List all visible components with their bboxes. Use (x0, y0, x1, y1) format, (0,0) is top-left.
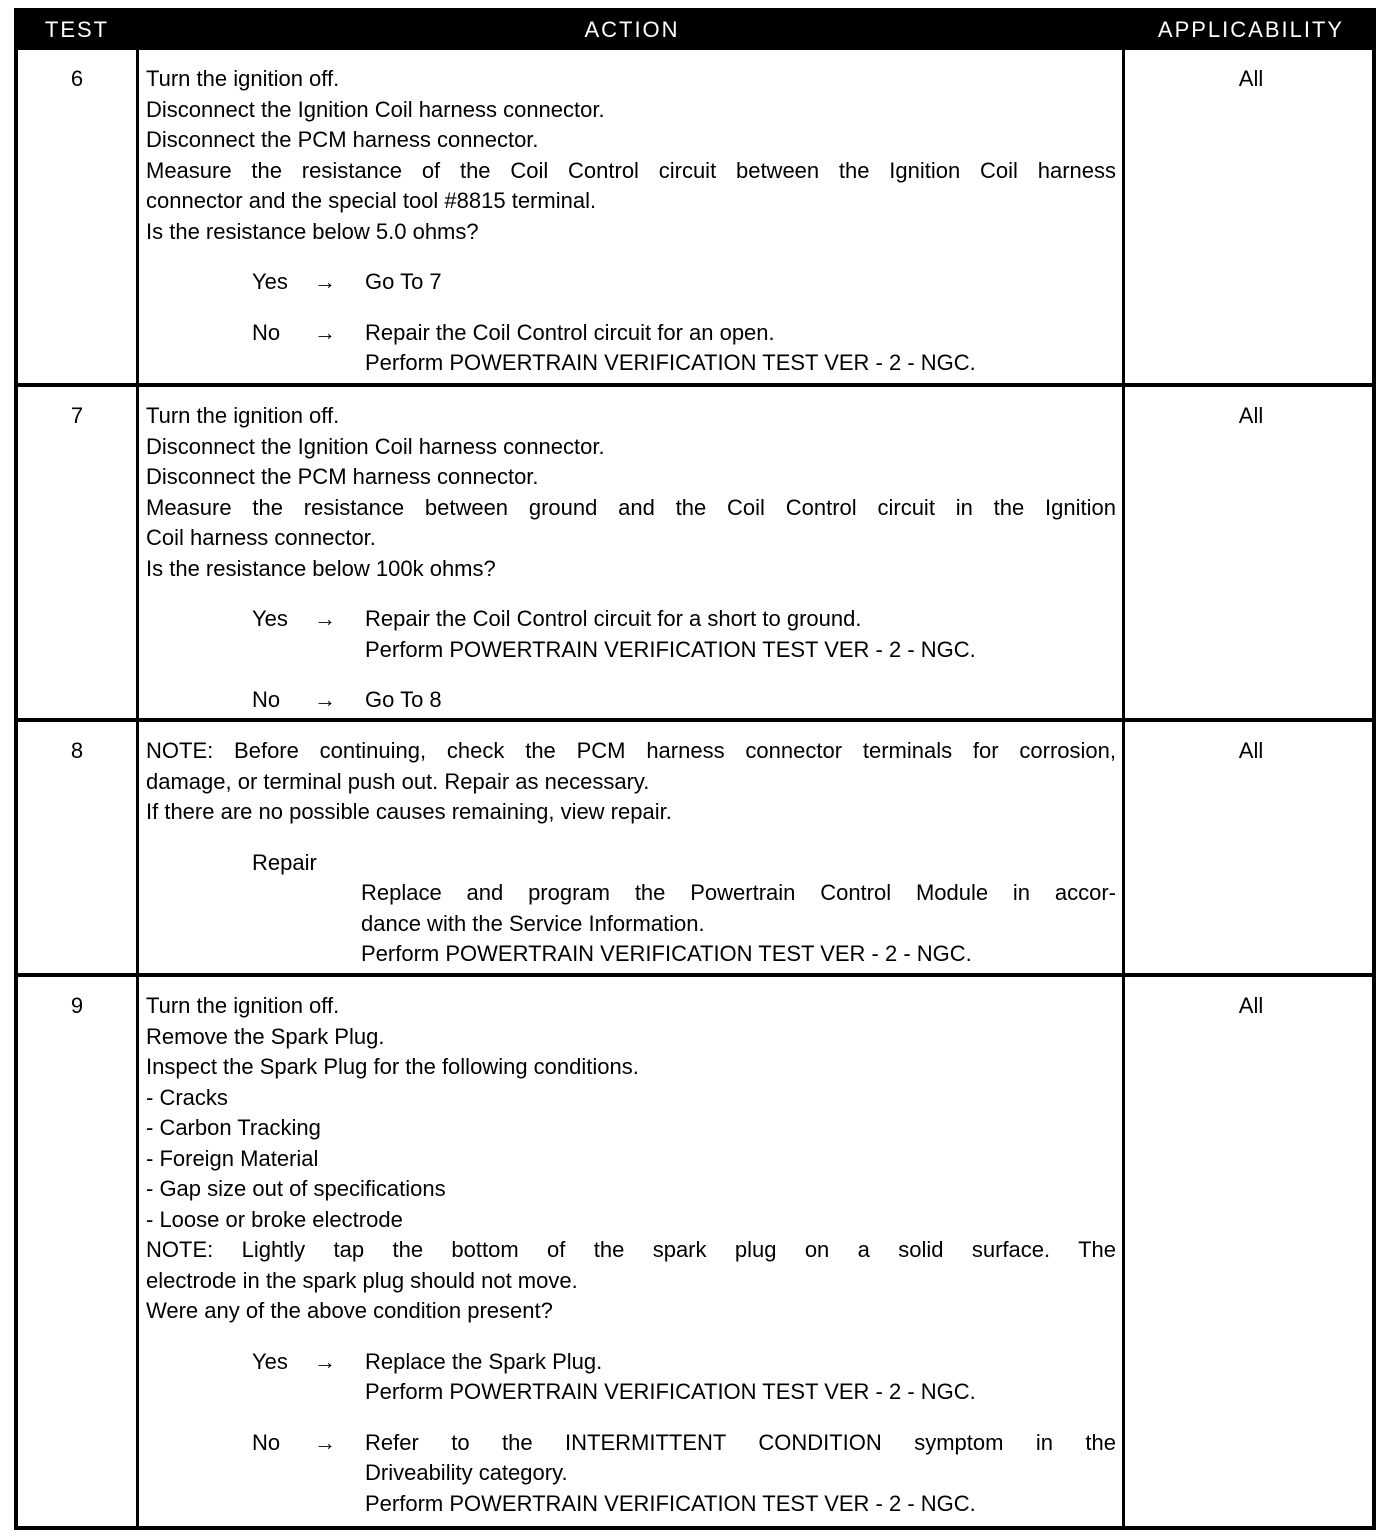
diagnostic-test-table (14, 8, 1376, 1530)
yes-label: Yes (252, 269, 288, 294)
step-line: NOTE: Before continuing, check the PCM harness connector terminals for corrosion, (146, 738, 1116, 763)
header-applicability: APPLICABILITY (1157, 17, 1345, 42)
step-line: - Gap size out of specifications (146, 1176, 446, 1201)
action-cell (146, 64, 1116, 379)
table-row-test-9 (18, 977, 1372, 1526)
no-text: Go To 8 (365, 687, 442, 712)
yes-option (252, 267, 1116, 298)
header-action: ACTION (584, 17, 680, 42)
step-line: - Loose or broke electrode (146, 1206, 403, 1232)
test-number: 8 (70, 738, 84, 763)
no-text: Perform POWERTRAIN VERIFICATION TEST VER - 2 - NGC. (365, 350, 976, 375)
repair-label: Repair (252, 849, 317, 875)
step-line: Turn the ignition off. (146, 66, 340, 91)
action-cell (146, 736, 1116, 970)
step-line: Were any of the above condition present? (146, 1298, 553, 1323)
no-text: Driveability category. (365, 1460, 568, 1485)
yes-option (252, 604, 1116, 665)
table-row-test-8 (18, 722, 1372, 973)
no-label: No (252, 319, 281, 345)
action-cell (146, 401, 1116, 716)
step-line: Measure the resistance of the Coil Control circuit between the Ignition Coil harness (146, 157, 1116, 183)
no-option (252, 318, 1116, 379)
no-text: Refer to the INTERMITTENT CONDITION symptom in the (365, 1429, 1116, 1455)
yes-text: Replace the Spark Plug. (365, 1348, 603, 1374)
step-line: Disconnect the PCM harness connector. (146, 127, 539, 152)
step-line: Inspect the Spark Plug for the following conditions. (146, 1054, 639, 1079)
yes-text: Perform POWERTRAIN VERIFICATION TEST VER - 2 - NGC. (365, 636, 976, 662)
repair-text: Replace and program the Powertrain Control Module in accor- (361, 880, 1116, 905)
no-text: Perform POWERTRAIN VERIFICATION TEST VER - 2 - NGC. (365, 1490, 976, 1516)
step-line: connector and the special tool #8815 terminal. (146, 188, 597, 213)
step-line: NOTE: Lightly tap the bottom of the spark plug on a solid surface. The (146, 1237, 1116, 1262)
step-line: electrode in the spark plug should not move. (146, 1267, 578, 1293)
step-line: If there are no possible causes remaining, view repair. (146, 799, 672, 824)
applicability-cell: All (1238, 738, 1264, 763)
step-line: Coil harness connector. (146, 525, 376, 550)
step-line: - Carbon Tracking (146, 1115, 321, 1140)
yes-text: Go To 7 (365, 269, 442, 294)
arrow-icon: → (314, 687, 336, 712)
table-header (18, 12, 1372, 50)
step-line: - Foreign Material (146, 1145, 319, 1171)
step-line: Disconnect the Ignition Coil harness connector. (146, 96, 605, 122)
step-line: Remove the Spark Plug. (146, 1023, 385, 1049)
applicability-cell: All (1238, 66, 1264, 91)
yes-label: Yes (252, 606, 288, 631)
arrow-icon: → (314, 319, 336, 345)
header-test: TEST (44, 17, 110, 42)
action-cell (146, 991, 1116, 1519)
arrow-icon: → (314, 1429, 336, 1455)
no-text: Repair the Coil Control circuit for an open. (365, 319, 775, 345)
table-row-test-7 (18, 387, 1372, 718)
arrow-icon: → (314, 1348, 336, 1374)
step-line: Disconnect the Ignition Coil harness connector. (146, 433, 605, 459)
applicability-cell: All (1238, 403, 1264, 428)
test-number: 6 (70, 66, 84, 91)
step-line: Disconnect the PCM harness connector. (146, 464, 539, 489)
repair-text: Perform POWERTRAIN VERIFICATION TEST VER - 2 - NGC. (361, 941, 972, 966)
step-line: Measure the resistance between ground and the Coil Control circuit in the Ignition (146, 494, 1116, 520)
no-label: No (252, 1429, 281, 1455)
applicability-cell: All (1238, 993, 1264, 1018)
no-option (252, 685, 1116, 716)
yes-option (252, 1347, 1116, 1408)
step-line: Is the resistance below 5.0 ohms? (146, 218, 479, 244)
arrow-icon: → (314, 269, 336, 294)
step-line: damage, or terminal push out. Repair as necessary. (146, 768, 650, 794)
no-label: No (252, 687, 281, 712)
yes-text: Repair the Coil Control circuit for a short to ground. (365, 606, 862, 631)
step-line: Turn the ignition off. (146, 403, 340, 428)
step-line: - Cracks (146, 1084, 228, 1110)
test-number: 7 (70, 403, 84, 428)
yes-label: Yes (252, 1348, 288, 1374)
repair-text: dance with the Service Information. (361, 910, 705, 936)
step-line: Is the resistance below 100k ohms? (146, 555, 496, 581)
yes-text: Perform POWERTRAIN VERIFICATION TEST VER - 2 - NGC. (365, 1379, 976, 1404)
no-option (252, 1428, 1116, 1520)
table-row-test-6 (18, 50, 1372, 383)
step-line: Turn the ignition off. (146, 993, 340, 1018)
arrow-icon: → (314, 606, 336, 631)
test-number: 9 (70, 993, 84, 1018)
